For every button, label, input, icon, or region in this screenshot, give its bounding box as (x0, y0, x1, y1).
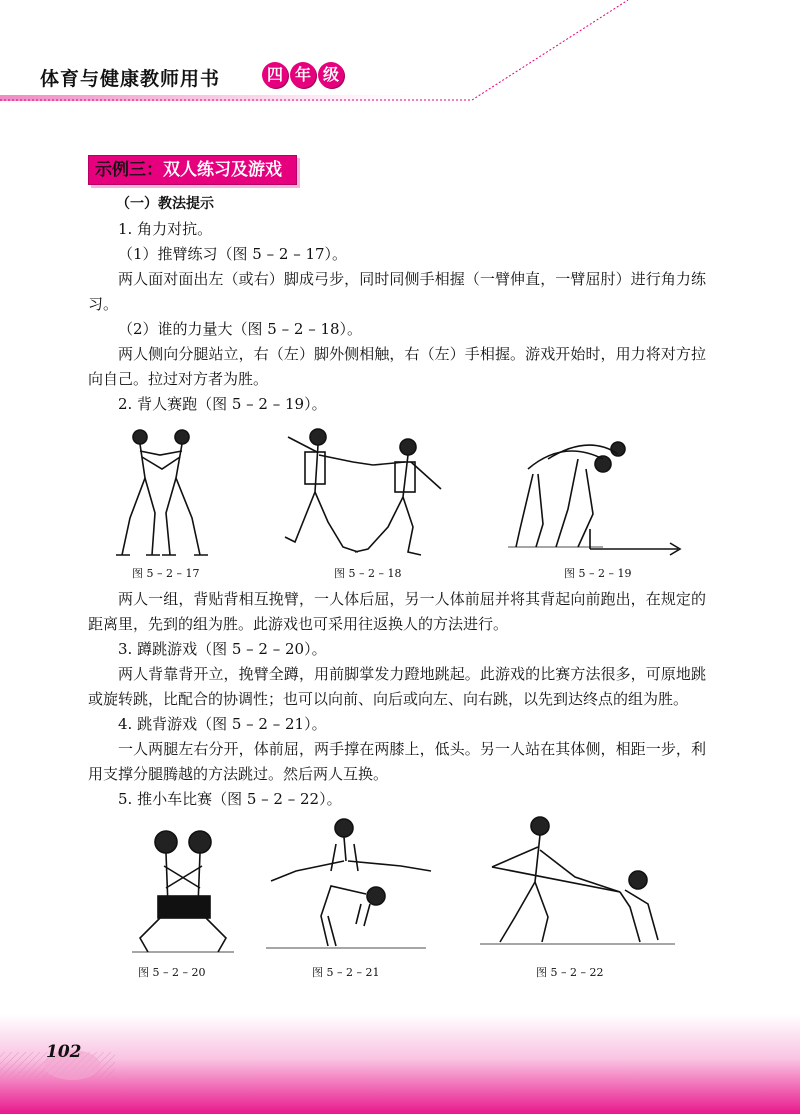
figure-wheelbarrow-illustration (480, 812, 680, 956)
figure-caption: 图 5 – 2 – 22 (536, 966, 604, 979)
figure-caption: 图 5 – 2 – 19 (564, 567, 632, 580)
figure-push-arm-illustration (100, 423, 220, 563)
section-prefix: 示例三： (95, 160, 163, 180)
paragraph: 1. 角力对抗。 (118, 220, 213, 238)
paragraph: 两人背靠背开立，挽臂全蹲，用前脚掌发力蹬地跳起。此游戏的比赛方法很多，可原地跳或旋转跳，比配合的协调性；也可以向前、向后或向左、向右跳，以先到达终点的组为胜。 (88, 665, 706, 708)
paragraph: 两人侧向分腿站立，右（左）脚外侧相触，右（左）手相握。游戏开始时，用力将对方拉向自己。拉过对方者为胜。 (88, 345, 706, 388)
subheading: （一）教法提示 (116, 196, 214, 212)
grade-badge (262, 62, 344, 88)
figure-row (88, 417, 706, 587)
figure-caption: 图 5 – 2 – 20 (138, 966, 206, 979)
paragraph: （2）谁的力量大（图 5 – 2 – 18）。 (118, 320, 363, 338)
paragraph: 2. 背人赛跑（图 5 – 2 – 19）。 (118, 395, 327, 413)
figure-caption: 图 5 – 2 – 21 (312, 966, 380, 979)
paragraph: 两人一组，背贴背相互挽臂，一人体后屈，另一人体前屈并将其背起向前跑出，在规定的距离里，先到的组为胜。此游戏也可采用往返换人的方法进行。 (88, 590, 706, 633)
page-footer (0, 1014, 800, 1114)
paragraph: 一人两腿左右分开，体前屈，两手撑在两膝上，低头。另一人站在其体侧，相距一步，利用支撑分腿腾越的方法跳过。然后两人互换。 (88, 740, 706, 783)
page-number: 102 (46, 1042, 82, 1062)
paragraph: 3. 蹲跳游戏（图 5 – 2 – 20）。 (118, 640, 327, 658)
footer-band (0, 1014, 800, 1114)
figure-leapfrog-illustration (266, 816, 436, 956)
paragraph: 4. 跳背游戏（图 5 – 2 – 21）。 (118, 715, 327, 733)
book-title: 体育与健康教师用书 (40, 68, 221, 90)
figure-pull-illustration (273, 417, 463, 562)
figure-caption: 图 5 – 2 – 17 (132, 567, 200, 580)
grade-char: 四 (262, 62, 288, 88)
page-header (0, 0, 800, 115)
paragraph: （1）推臂练习（图 5 – 2 – 17）。 (118, 245, 348, 263)
section-heading (88, 155, 297, 185)
section-title: 双人练习及游戏 (163, 160, 282, 180)
figure-caption: 图 5 – 2 – 18 (334, 567, 402, 580)
figure-squat-jump-illustration (128, 826, 238, 956)
paragraph: 两人面对面出左（或右）脚成弓步，同时同侧手相握（一臂伸直，一臂屈肘）进行角力练习。 (88, 270, 706, 313)
figure-row (88, 812, 706, 987)
paragraph: 5. 推小车比赛（图 5 – 2 – 22）。 (118, 790, 342, 808)
figure-piggyback-illustration (508, 429, 688, 559)
grade-char: 年 (290, 62, 316, 88)
main-content (88, 192, 706, 987)
header-decoration (0, 0, 800, 115)
grade-char: 级 (318, 62, 344, 88)
